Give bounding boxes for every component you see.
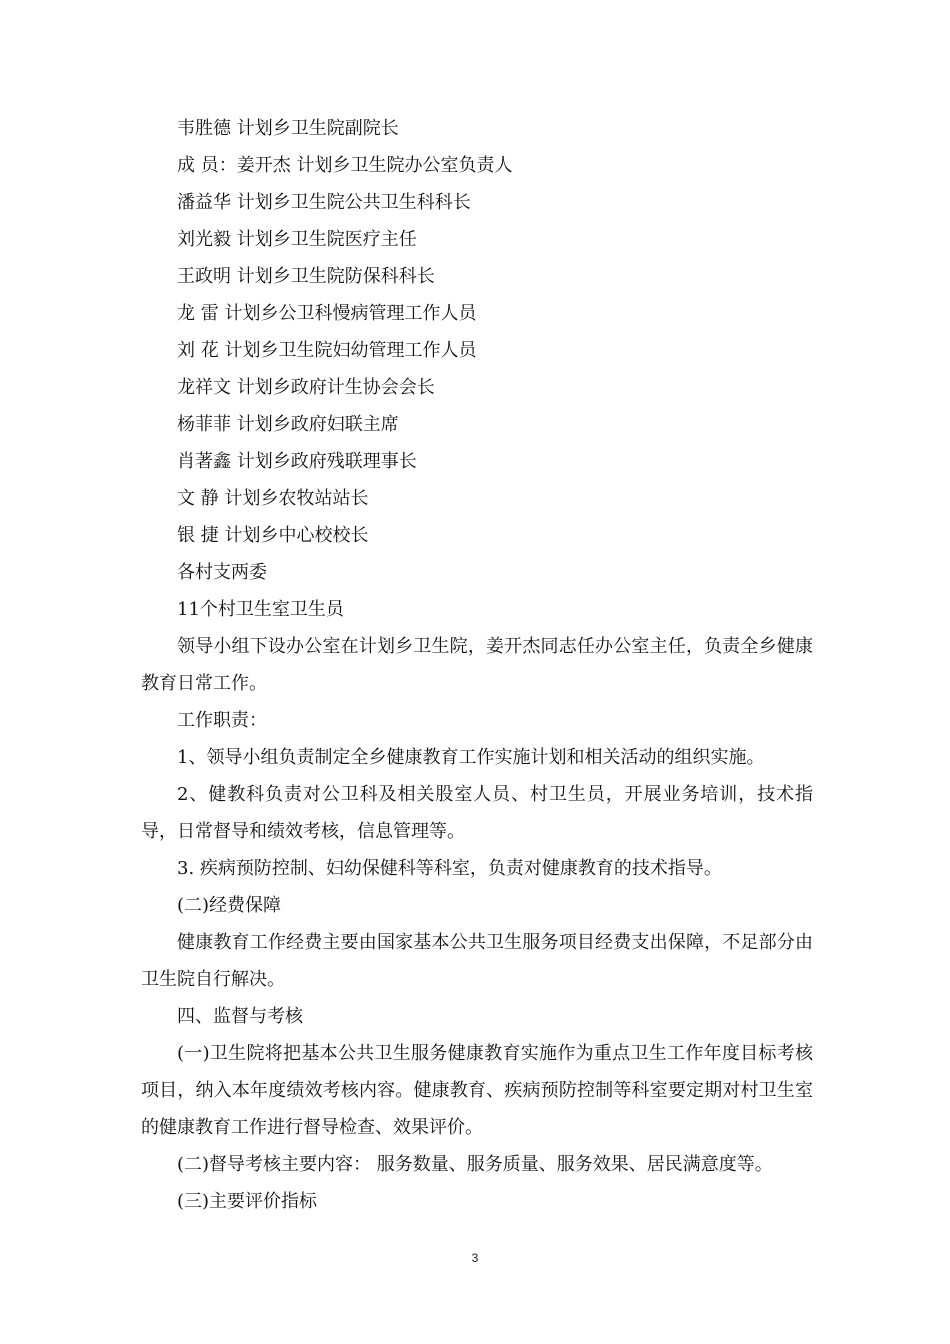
member-line: 银 捷 计划乡中心校校长 bbox=[177, 525, 369, 546]
paragraph-duty-1: 1、领导小组负责制定全乡健康教育工作实施计划和相关活动的组织实施。 bbox=[177, 747, 765, 768]
paragraph-supervision-1: (一)卫生院将把基本公共卫生服务健康教育实施作为重点卫生工作年度目标考核项目，纳入本年度绩效考核内容。健康教育、疾病预防控制等科室要定期对村卫生室的健康教育工作进行督导检查、效果评价。 bbox=[141, 1043, 813, 1138]
paragraph-duty-2: 2、健教科负责对公卫科及相关股室人员、村卫生员，开展业务培训，技术指导，日常督导和绩效考核，信息管理等。 bbox=[141, 784, 813, 842]
member-line: 文 静 计划乡农牧站站长 bbox=[177, 488, 369, 509]
member-line: 龙 雷 计划乡公卫科慢病管理工作人员 bbox=[177, 303, 477, 324]
member-line: 肖著鑫 计划乡政府残联理事长 bbox=[177, 451, 417, 472]
member-line: 11个村卫生室卫生员 bbox=[177, 599, 344, 620]
member-line: 韦胜德 计划乡卫生院副院长 bbox=[177, 118, 399, 139]
member-line: 王政明 计划乡卫生院防保科科长 bbox=[177, 266, 435, 287]
paragraph-supervision-3: (三)主要评价指标 bbox=[177, 1191, 318, 1212]
section-heading-supervision: 四、监督与考核 bbox=[177, 1006, 303, 1027]
paragraph-duties-heading: 工作职责： bbox=[177, 710, 267, 731]
paragraph-office: 领导小组下设办公室在计划乡卫生院，姜开杰同志任办公室主任，负责全乡健康教育日常工作。 bbox=[141, 636, 813, 694]
member-line: 杨菲菲 计划乡政府妇联主席 bbox=[177, 414, 399, 435]
member-line: 成 员：姜开杰 计划乡卫生院办公室负责人 bbox=[177, 155, 513, 176]
member-line: 各村支两委 bbox=[177, 562, 267, 583]
section-heading-funding: (二)经费保障 bbox=[177, 895, 282, 916]
page-number: 3 bbox=[471, 1251, 479, 1265]
paragraph-duty-3: 3. 疾病预防控制、妇幼保健科等科室，负责对健康教育的技术指导。 bbox=[177, 858, 722, 879]
member-line: 潘益华 计划乡卫生院公共卫生科科长 bbox=[177, 192, 471, 213]
member-line: 刘 花 计划乡卫生院妇幼管理工作人员 bbox=[177, 340, 477, 361]
paragraph-supervision-2: (二)督导考核主要内容： 服务数量、服务质量、服务效果、居民满意度等。 bbox=[177, 1154, 773, 1175]
member-line: 龙祥文 计划乡政府计生协会会长 bbox=[177, 377, 435, 398]
paragraph-funding: 健康教育工作经费主要由国家基本公共卫生服务项目经费支出保障，不足部分由卫生院自行解决。 bbox=[141, 932, 813, 990]
member-line: 刘光毅 计划乡卫生院医疗主任 bbox=[177, 229, 417, 250]
document-body bbox=[141, 110, 813, 1220]
